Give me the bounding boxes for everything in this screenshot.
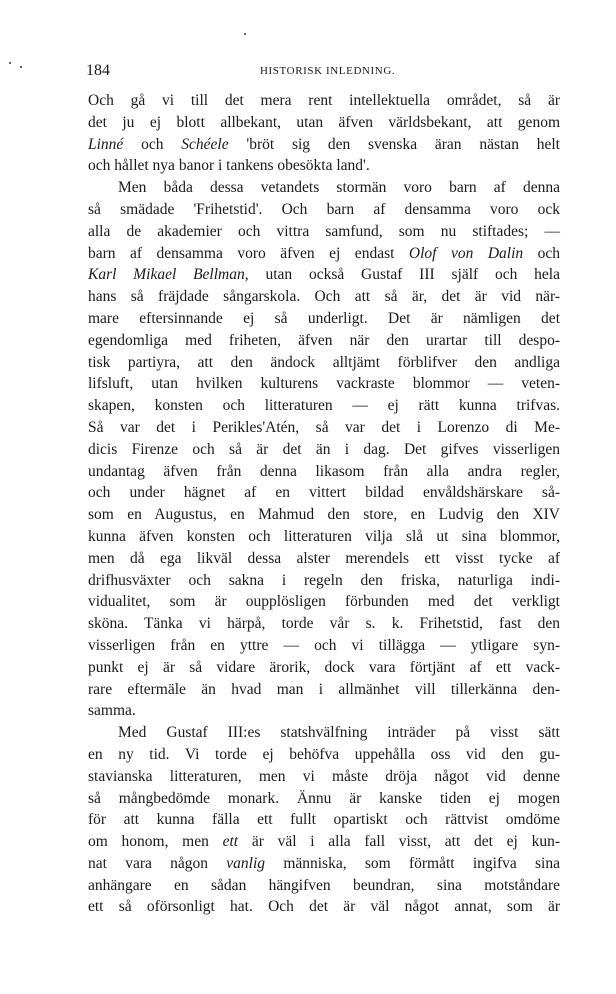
text-run: tisk partiyra, att den ändock alltjämt förblifver den andliga [88,353,560,371]
page-header [86,62,560,82]
text-run: visserligen från en yttre — och vi tillägga — ytligare syn- [88,636,560,654]
text-line [88,308,560,330]
text-run: för att kunna fälla ett fullt opartiskt och rättvist omdöme [88,811,560,829]
text-run: drifhusväxter och sakna i regeln den friska, naturliga indi- [88,571,560,589]
text-run: utan också Gustaf III själf och hela [248,266,560,284]
text-line [88,766,560,788]
text-line [88,461,560,483]
text-run: Och gå vi till det mera rent intellektuella området, så är [88,92,560,109]
text-run: Men båda dessa vetandets stormän voro barn af denna [118,179,560,197]
text-run: så mångbedömde monark. Ännu är kanske tiden ej mogen [88,789,560,807]
italic-name: Linné [88,135,124,153]
text-run: ett så oförsonligt hat. Och det är väl något annat, som är [88,898,560,916]
text-run: och [123,135,182,153]
text-run: alla de akademier och vittra samfund, som nu stiftades; — [88,222,560,240]
text-line [88,134,560,156]
text-run: Så var det i Perikles'Atén, så var det i Lorenzo di Me- [88,418,560,436]
text-run: vidualitet, som är oupplösligen förbunden med det verkligt [88,593,560,611]
text-line [88,243,560,265]
text-line [88,788,560,810]
margin-speck [20,66,22,68]
text-line [88,526,560,548]
italic-name: Olof von Dalin [408,244,524,262]
text-line [88,112,560,134]
text-run: är väl i alla fall visst, att det ej kun- [238,833,560,851]
text-run: nat vara någon [88,854,227,872]
text-run: skapen, konsten och litteraturen — ej rätt kunna trifvas. [88,397,560,415]
text-line [88,700,560,722]
text-line [88,809,560,831]
text-line [88,679,560,701]
text-line [88,199,560,221]
text-run: sköna. Tänka vi härpå, torde vår s. k. Frihetstid, fast den [88,615,560,633]
text-line [88,373,560,395]
running-head: HISTORISK INLEDNING. [260,65,396,77]
text-line [88,90,560,112]
text-run: undantag äfven från denna likasom från alla andra regler, [88,462,560,480]
text-run: så smädade 'Frihetstid'. Och barn af densamma voro ock [88,200,560,218]
text-line [88,395,560,417]
text-line [88,482,560,504]
text-line [88,613,560,635]
text-run: rare eftermäle än hvad man i allmänhet vill tillerkänna den- [88,680,560,698]
text-run: punkt ej är så vidare ärorik, dock vara förtjänt af ett vack- [88,658,560,676]
text-line [88,875,560,897]
text-line [88,570,560,592]
text-run: och hållet nya banor i tankens obesökta land'. [88,157,370,175]
text-run: 'bröt sig den svenska äran nästan helt [228,135,560,153]
text-run: mare eftersinnande ej så underligt. Det är nämligen det [88,309,560,327]
text-run: dicis Firenze och så är det än i dag. Det gifves visserligen [88,440,560,458]
text-line [88,853,560,875]
text-run: hans så fräjdade sångarskola. Och att så är, det är vid när- [88,288,560,306]
text-line [88,831,560,853]
text-line [88,591,560,613]
text-line [88,439,560,461]
margin-speck [244,33,246,35]
italic-name: Karl Mikael Bellman, [88,266,249,284]
text-run: Med Gustaf III:es statshvälfning inträder på visst sätt [118,724,560,742]
italic-name: ett [222,833,239,851]
page-number: 184 [86,62,110,79]
text-run: och under hägnet af en vittert bildad envåldshärskare så- [88,484,560,502]
text-line [88,177,560,199]
text-line [88,896,560,918]
text-run: anhängare en sådan hängifven beundran, sina motståndare [88,876,560,894]
text-run: barn af densamma voro äfven ej endast [88,244,409,262]
text-line [88,744,560,766]
text-line [88,548,560,570]
text-run: lifsluft, utan hvilken kulturens vackraste blommor — veten- [88,375,560,393]
italic-name: vanlig [226,854,266,872]
text-run: kunna äfven konsten och litteraturen vilja slå ut sina blommor, [88,527,560,545]
text-run: som en Augustus, en Mahmud den store, en Ludvig den XIV [88,506,560,524]
text-run: det ju ej blott allbekant, utan äfven världsbekant, att genom [88,113,560,131]
text-line [88,286,560,308]
text-line [88,221,560,243]
text-line [88,155,560,177]
text-run: men då ega likväl dessa alster merendels ett visst tycke af [88,549,560,567]
text-run: och [523,244,560,262]
text-line [88,352,560,374]
text-line [88,635,560,657]
text-line [88,417,560,439]
text-line [88,504,560,526]
text-run: egendomliga med friheten, äfven när den urartar till despo- [88,331,560,349]
text-line [88,330,560,352]
text-run: stavianska litteraturen, men vi måste dröja något vid denne [88,767,560,785]
body-text [88,90,560,918]
text-run: om honom, men [88,833,223,851]
text-run: samma. [88,702,136,720]
text-line [88,722,560,744]
text-line [88,657,560,679]
margin-speck [9,62,11,64]
italic-name: Schéele [181,135,229,153]
text-line [88,264,560,286]
text-run: en ny tid. Vi torde ej behöfva uppehålla oss vid den gu- [88,745,560,763]
text-run: människa, som förmått ingifva sina [265,854,560,872]
